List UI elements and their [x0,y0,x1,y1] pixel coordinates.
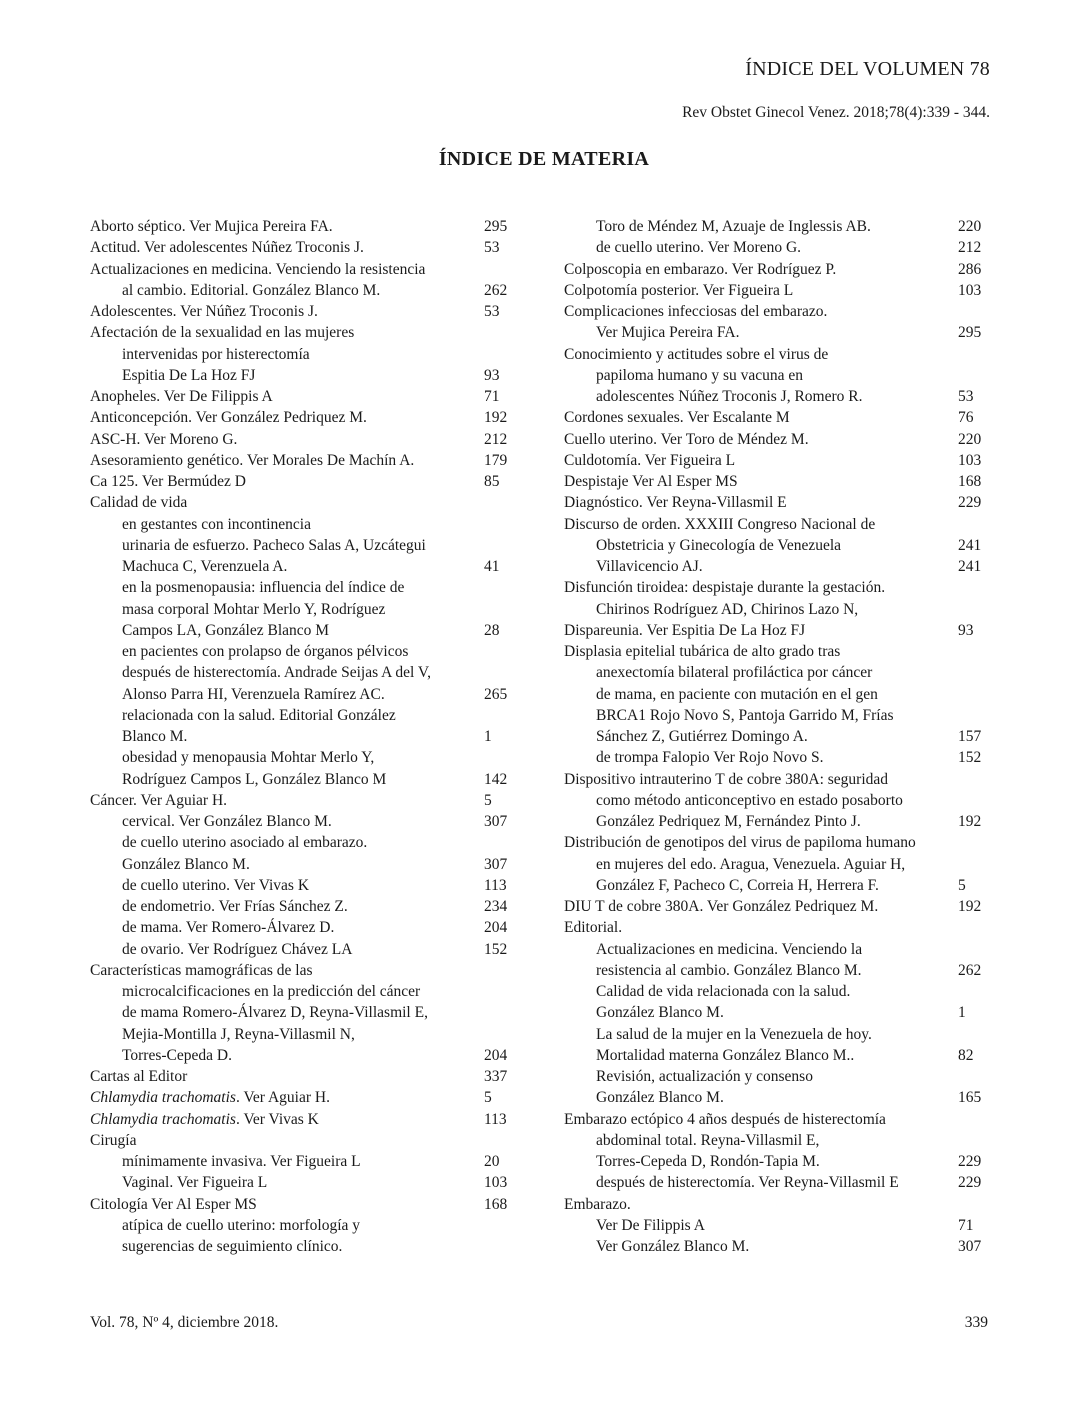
index-entry [90,322,520,343]
index-entry-text: Cuello uterino. Ver Toro de Méndez M. [564,430,809,448]
index-entry [564,1236,988,1257]
index-entry-text: Calidad de vida [90,494,188,512]
index-entry-text: Complicaciones infecciosas del embarazo. [564,303,828,320]
index-entry-page: 53 [484,303,500,320]
index-entry [90,1172,520,1193]
index-entry-text: Obstetricia y Ginecología de Venezuela [596,536,842,554]
index-entry-text: de mama. Ver Romero-Álvarez D. [122,919,335,937]
index-entry-text: Colposcopia en embarazo. Ver Rodríguez P. [564,260,837,278]
index-entry-text: Distribución de genotipos del virus de papiloma humano [564,834,916,852]
index-entry [90,747,520,768]
index-entry [90,280,520,301]
index-entry-text: de cuello uterino. Ver Moreno G. [596,239,802,257]
index-entry-page: 192 [958,898,982,915]
index-entry-page: 165 [958,1089,982,1107]
index-entry-page: 53 [484,239,500,257]
index-entry [90,875,520,896]
index-entry [90,1109,520,1130]
index-entry-text: Sánchez Z, Gutiérrez Domingo A. [596,728,808,745]
journal-citation: Rev Obstet Ginecol Venez. 2018;78(4):339 - 344. [682,104,990,121]
index-entry [564,811,988,832]
index-entry-text: Embarazo ectópico 4 años después de histerectomía [564,1110,886,1128]
index-entry-text [90,1109,319,1130]
index-entry-page: 93 [484,366,500,384]
index-entry-text: intervenidas por histerectomía [122,345,310,363]
index-entry-page: 152 [484,940,508,958]
index-entry-text: Características mamográficas de las [90,961,313,979]
index-entry-text: Adolescentes. Ver Núñez Troconis J. [90,303,318,320]
index-entry-page: 220 [958,218,982,235]
footer-page-number: 339 [964,1314,988,1331]
index-entry-page: 1 [958,1004,966,1022]
index-entry [564,790,988,811]
index-entry [90,832,520,853]
index-entry [564,747,988,768]
index-entry [90,981,520,1002]
index-entry-text: al cambio. Editorial. González Blanco M. [122,281,381,299]
index-entry-text: Ver Mujica Pereira FA. [596,324,740,342]
index-entry-page: 179 [484,451,508,469]
index-entry-page: 103 [958,451,982,469]
index-entry [564,1024,988,1045]
index-entry-page: 82 [958,1046,974,1064]
index-entry-text: Calidad de vida relacionada con la salud. [596,983,851,1000]
index-entry-text: BRCA1 Rojo Novo S, Pantoja Garrido M, Frías [596,706,894,724]
index-entry [564,407,988,428]
index-entry-text: después de histerectomía. Andrade Seijas A del V, [122,664,431,682]
index-entry-text: de trompa Falopio Ver Rojo Novo S. [596,749,824,767]
index-entry-page: 265 [484,685,508,703]
index-entry [564,450,988,471]
index-entry-text: Torres-Cepeda D. [122,1046,232,1064]
index-entry-page: 168 [484,1195,508,1213]
index-entry-page: 1 [484,728,492,745]
index-entry-page: 212 [958,239,982,257]
index-entry-text: Revisión, actualización y consenso [596,1068,813,1085]
index-entry [90,1236,520,1257]
index-entry [564,1194,988,1215]
index-entry [564,514,988,535]
index-entry-text: de endometrio. Ver Frías Sánchez Z. [122,898,348,915]
index-entry [90,769,520,790]
index-entry [90,620,520,641]
index-entry [564,832,988,853]
index-entry-text: Disfunción tiroidea: despistaje durante la gestación. [564,579,886,597]
index-entry [90,429,520,450]
index-entry [90,407,520,428]
index-entry-text: abdominal total. Reyna-Villasmil E, [596,1131,820,1149]
index-entry-text: de mama, en paciente con mutación en el gen [596,685,878,703]
index-entry [564,216,988,237]
index-entry-page: 295 [958,324,982,342]
index-entry-text: Editorial. [564,919,623,937]
index-entry [90,599,520,620]
index-entry-text: DIU T de cobre 380A. Ver González Pedriquez M. [564,898,879,915]
index-entry [90,344,520,365]
index-entry [90,1002,520,1023]
index-entry-text: Displasia epitelial tubárica de alto grado tras [564,643,841,660]
index-entry-page: 76 [958,409,974,427]
index-entry [90,535,520,556]
section-title: ÍNDICE DE MATERIA [438,148,650,170]
index-entry-text: Despistaje Ver Al Esper MS [564,473,738,490]
index-entry-text: Asesoramiento genético. Ver Morales De Machín A. [90,451,415,469]
index-entry [90,896,520,917]
index-entry-text: Cirugía [90,1131,137,1149]
index-entry [90,514,520,535]
index-entry [564,769,988,790]
index-entry [564,577,988,598]
index-entry-text: Conocimiento y actitudes sobre el virus de [564,345,829,363]
index-entry [564,981,988,1002]
index-entry-page: 204 [484,919,508,937]
index-entry-text: González Pedriquez M, Fernández Pinto J. [596,813,861,830]
index-entry-text: Actitud. Ver adolescentes Núñez Troconis J. [90,239,364,257]
index-entry [90,1024,520,1045]
index-entry [564,322,988,343]
index-entry-page: 286 [958,260,982,278]
index-entry [90,811,520,832]
index-entry [90,726,520,747]
index-entry-page: 229 [958,494,982,512]
index-entry-text: Embarazo. [564,1195,631,1213]
index-entry [564,386,988,407]
index-entry [564,917,988,938]
index-entry-text: Toro de Méndez M, Azuaje de Inglessis AB. [596,218,871,235]
index-entry [90,1087,520,1108]
index-entry-text: Torres-Cepeda D, Rondón-Tapia M. [596,1153,820,1170]
index-entry [564,429,988,450]
index-entry [90,577,520,598]
index-entry-text: González Blanco M. [596,1089,724,1107]
index-entry [564,960,988,981]
index-entry-text: Campos LA, González Blanco M [122,621,330,639]
index-entry-text: microcalcificaciones en la predicción del cáncer [122,983,421,1000]
index-entry [90,917,520,938]
index-entry-page: 71 [484,388,500,405]
index-entry [90,854,520,875]
index-entry-text: atípica de cuello uterino: morfología y [122,1216,361,1234]
index-entry-page: 113 [484,876,507,894]
index-entry [564,301,988,322]
index-entry-page: 234 [484,898,508,915]
index-entry-text: Cáncer. Ver Aguiar H. [90,791,228,809]
index-entry-page: 220 [958,430,982,448]
index-entry [90,1130,520,1151]
index-entry-text: de mama Romero-Álvarez D, Reyna-Villasmil E, [122,1004,428,1022]
index-entry-page: 212 [484,430,508,448]
index-entry [564,896,988,917]
index-entry [564,1002,988,1023]
index-entry [90,1151,520,1172]
index-entry-text: Machuca C, Verenzuela A. [122,558,288,575]
index-entry-text: de cuello uterino. Ver Vivas K [122,876,310,894]
index-entry-text: de cuello uterino asociado al embarazo. [122,834,368,852]
index-entry-text: anexectomía bilateral profiláctica por cáncer [596,664,873,682]
index-entry [90,301,520,322]
index-entry [564,365,988,386]
index-entry-page: 307 [958,1238,982,1255]
index-entry-page: 103 [484,1174,508,1192]
index-entry [564,939,988,960]
index-entry [564,854,988,875]
index-entry [90,662,520,683]
index-entry-page: 103 [958,281,982,299]
index-entry-text: obesidad y menopausia Mohtar Merlo Y, [122,749,375,767]
index-entry [564,641,988,662]
index-entry-text: Actualizaciones en medicina. Venciendo la [596,940,863,958]
index-entry-page: 5 [958,876,966,894]
index-entry [90,471,520,492]
index-entry-text: después de histerectomía. Ver Reyna-Villasmil E [596,1174,899,1192]
index-entry-text: como método anticonceptivo en estado posaborto [596,791,903,809]
index-entry [564,1130,988,1151]
index-entry-page: 71 [958,1216,974,1234]
index-entry-page: 41 [484,558,500,575]
index-entry [90,790,520,811]
index-entry [564,471,988,492]
index-entry-text: cervical. Ver González Blanco M. [122,813,332,830]
index-entry-page: 28 [484,621,500,639]
index-entry-text: Ver González Blanco M. [596,1238,750,1255]
index-entry-page: 241 [958,558,982,575]
index-entry-text: sugerencias de seguimiento clínico. [122,1238,343,1255]
index-entry [564,662,988,683]
index-entry-page: 204 [484,1046,508,1064]
index-entry-text: Rodríguez Campos L, González Blanco M [122,770,387,788]
index-entry-text: Actualizaciones en medicina. Venciendo la resistencia [90,260,426,278]
index-entry-text: Espitia De La Hoz FJ [122,366,256,384]
index-entry-page: 192 [484,409,508,427]
index-entry [564,492,988,513]
index-entry-text: Culdotomía. Ver Figueira L [564,451,736,469]
index-entry [90,365,520,386]
index-entry [90,237,520,258]
index-entry-text: papiloma humano y su vacuna en [596,366,804,384]
index-entry-text: González F, Pacheco C, Correia H, Herrera F. [596,876,879,894]
index-entry-page: 337 [484,1068,508,1085]
index-entry-page: 142 [484,770,508,788]
index-column-right [564,216,988,1257]
index-entry [564,599,988,620]
index-entry-page: 85 [484,473,500,490]
index-entry [90,386,520,407]
index-entry [90,641,520,662]
index-entry-page: 295 [484,218,508,235]
index-entry-text: Afectación de la sexualidad en las mujeres [90,324,355,342]
index-entry-italic-term: Chlamydia trachomatis [90,1110,236,1128]
index-entry-text: Dispositivo intrauterino T de cobre 380A: seguridad [564,770,889,788]
index-entry-page: 262 [958,961,982,979]
index-entry [90,705,520,726]
index-entry [90,492,520,513]
index-entry-page: 5 [484,791,492,809]
index-entry-text: Ver De Filippis A [596,1216,705,1234]
index-entry [564,259,988,280]
index-entry [564,875,988,896]
index-entry [90,259,520,280]
index-entry-text: ASC-H. Ver Moreno G. [90,430,238,448]
index-entry [90,1045,520,1066]
index-entry-page: 113 [484,1110,507,1128]
index-entry-rest: . Ver Vivas K [235,1110,319,1128]
index-entry [564,1045,988,1066]
index-entry [564,1087,988,1108]
index-entry [564,1172,988,1193]
index-entry-text: Vaginal. Ver Figueira L [122,1174,268,1192]
index-entry-text: Anticoncepción. Ver González Pedriquez M. [90,409,367,427]
index-entry [564,237,988,258]
index-entry-text: en la posmenopausia: influencia del índice de [122,579,405,597]
index-entry-page: 307 [484,813,508,830]
index-entry-text: Diagnóstico. Ver Reyna-Villasmil E [564,494,787,512]
index-entry-text: Colpotomía posterior. Ver Figueira L [564,281,794,299]
index-entry-page: 93 [958,621,974,639]
index-entry-page: 229 [958,1174,982,1192]
index-entry-page: 168 [958,473,982,490]
index-entry [564,684,988,705]
index-entry [564,620,988,641]
index-entry [564,344,988,365]
index-entry-text: en pacientes con prolapso de órganos pélvicos [122,643,409,660]
index-entry [564,1066,988,1087]
footer-issue: Vol. 78, Nº 4, diciembre 2018. [90,1314,279,1331]
index-entry-text: Mortalidad materna González Blanco M.. [596,1046,855,1064]
index-entry-page: 152 [958,749,982,767]
index-entry-text: Cordones sexuales. Ver Escalante M [564,409,790,427]
index-entry [564,705,988,726]
index-entry [564,1151,988,1172]
index-entry [90,1066,520,1087]
index-entry-text: relacionada con la salud. Editorial González [122,706,396,724]
index-entry-page: 157 [958,728,982,745]
index-entry-page: 5 [484,1089,492,1107]
index-entry [564,280,988,301]
index-entry-text: resistencia al cambio. González Blanco M. [596,961,862,979]
index-entry [90,684,520,705]
index-entry-text [90,1087,330,1108]
index-entry-text: mínimamente invasiva. Ver Figueira L [122,1153,361,1170]
index-entry-page: 20 [484,1153,500,1170]
index-column-left [90,216,520,1257]
index-entry-text: Villavicencio AJ. [596,558,703,575]
index-entry-text: La salud de la mujer en la Venezuela de hoy. [596,1025,872,1043]
index-entry-text: en gestantes con incontinencia [122,515,311,533]
index-entry [90,1194,520,1215]
index-entry [564,535,988,556]
running-title: ÍNDICE DEL VOLUMEN 78 [745,58,990,80]
index-entry-text: Mejia-Montilla J, Reyna-Villasmil N, [122,1025,355,1043]
index-entry [90,450,520,471]
index-entry-text: masa corporal Mohtar Merlo Y, Rodríguez [122,600,386,618]
index-entry-text: Cartas al Editor [90,1068,188,1085]
index-entry-text: González Blanco M. [122,855,250,873]
index-entry-text: Citología Ver Al Esper MS [90,1195,257,1213]
index-entry [564,556,988,577]
index-entry-text: Alonso Parra HI, Verenzuela Ramírez AC. [122,685,385,703]
index-entry-text: urinaria de esfuerzo. Pacheco Salas A, Uzcátegui [122,536,426,554]
index-entry-page: 307 [484,855,508,873]
index-entry-page: 192 [958,813,982,830]
index-entry [90,216,520,237]
index-entry-page: 229 [958,1153,982,1170]
index-entry [90,1215,520,1236]
index-entry [90,960,520,981]
index-entry-page: 53 [958,388,974,405]
index-entry-italic-term: Chlamydia trachomatis [90,1089,236,1107]
index-entry-text: Dispareunia. Ver Espitia De La Hoz FJ [564,621,806,639]
index-entry-text: en mujeres del edo. Aragua, Venezuela. Aguiar H, [596,855,906,873]
index-entry-rest: . Ver Aguiar H. [235,1089,330,1107]
index-entry [564,726,988,747]
index-entry-text: de ovario. Ver Rodríguez Chávez LA [122,940,353,958]
index-entry-text: González Blanco M. [596,1004,724,1022]
index-entry [564,1215,988,1236]
index-entry [90,556,520,577]
index-entry-text: Blanco M. [122,728,188,745]
index-entry-page: 241 [958,536,982,554]
index-entry-text: Discurso de orden. XXXIII Congreso Nacional de [564,515,876,533]
index-entry [90,939,520,960]
index-entry-text: Chirinos Rodríguez AD, Chirinos Lazo N, [596,600,859,618]
index-entry-text: adolescentes Núñez Troconis J, Romero R. [596,388,863,405]
index-entry-text: Aborto séptico. Ver Mujica Pereira FA. [90,218,333,235]
index-entry-text: Anopheles. Ver De Filippis A [90,388,273,405]
index-entry [564,1109,988,1130]
index-entry-page: 262 [484,281,508,299]
index-entry-text: Ca 125. Ver Bermúdez D [90,473,246,490]
